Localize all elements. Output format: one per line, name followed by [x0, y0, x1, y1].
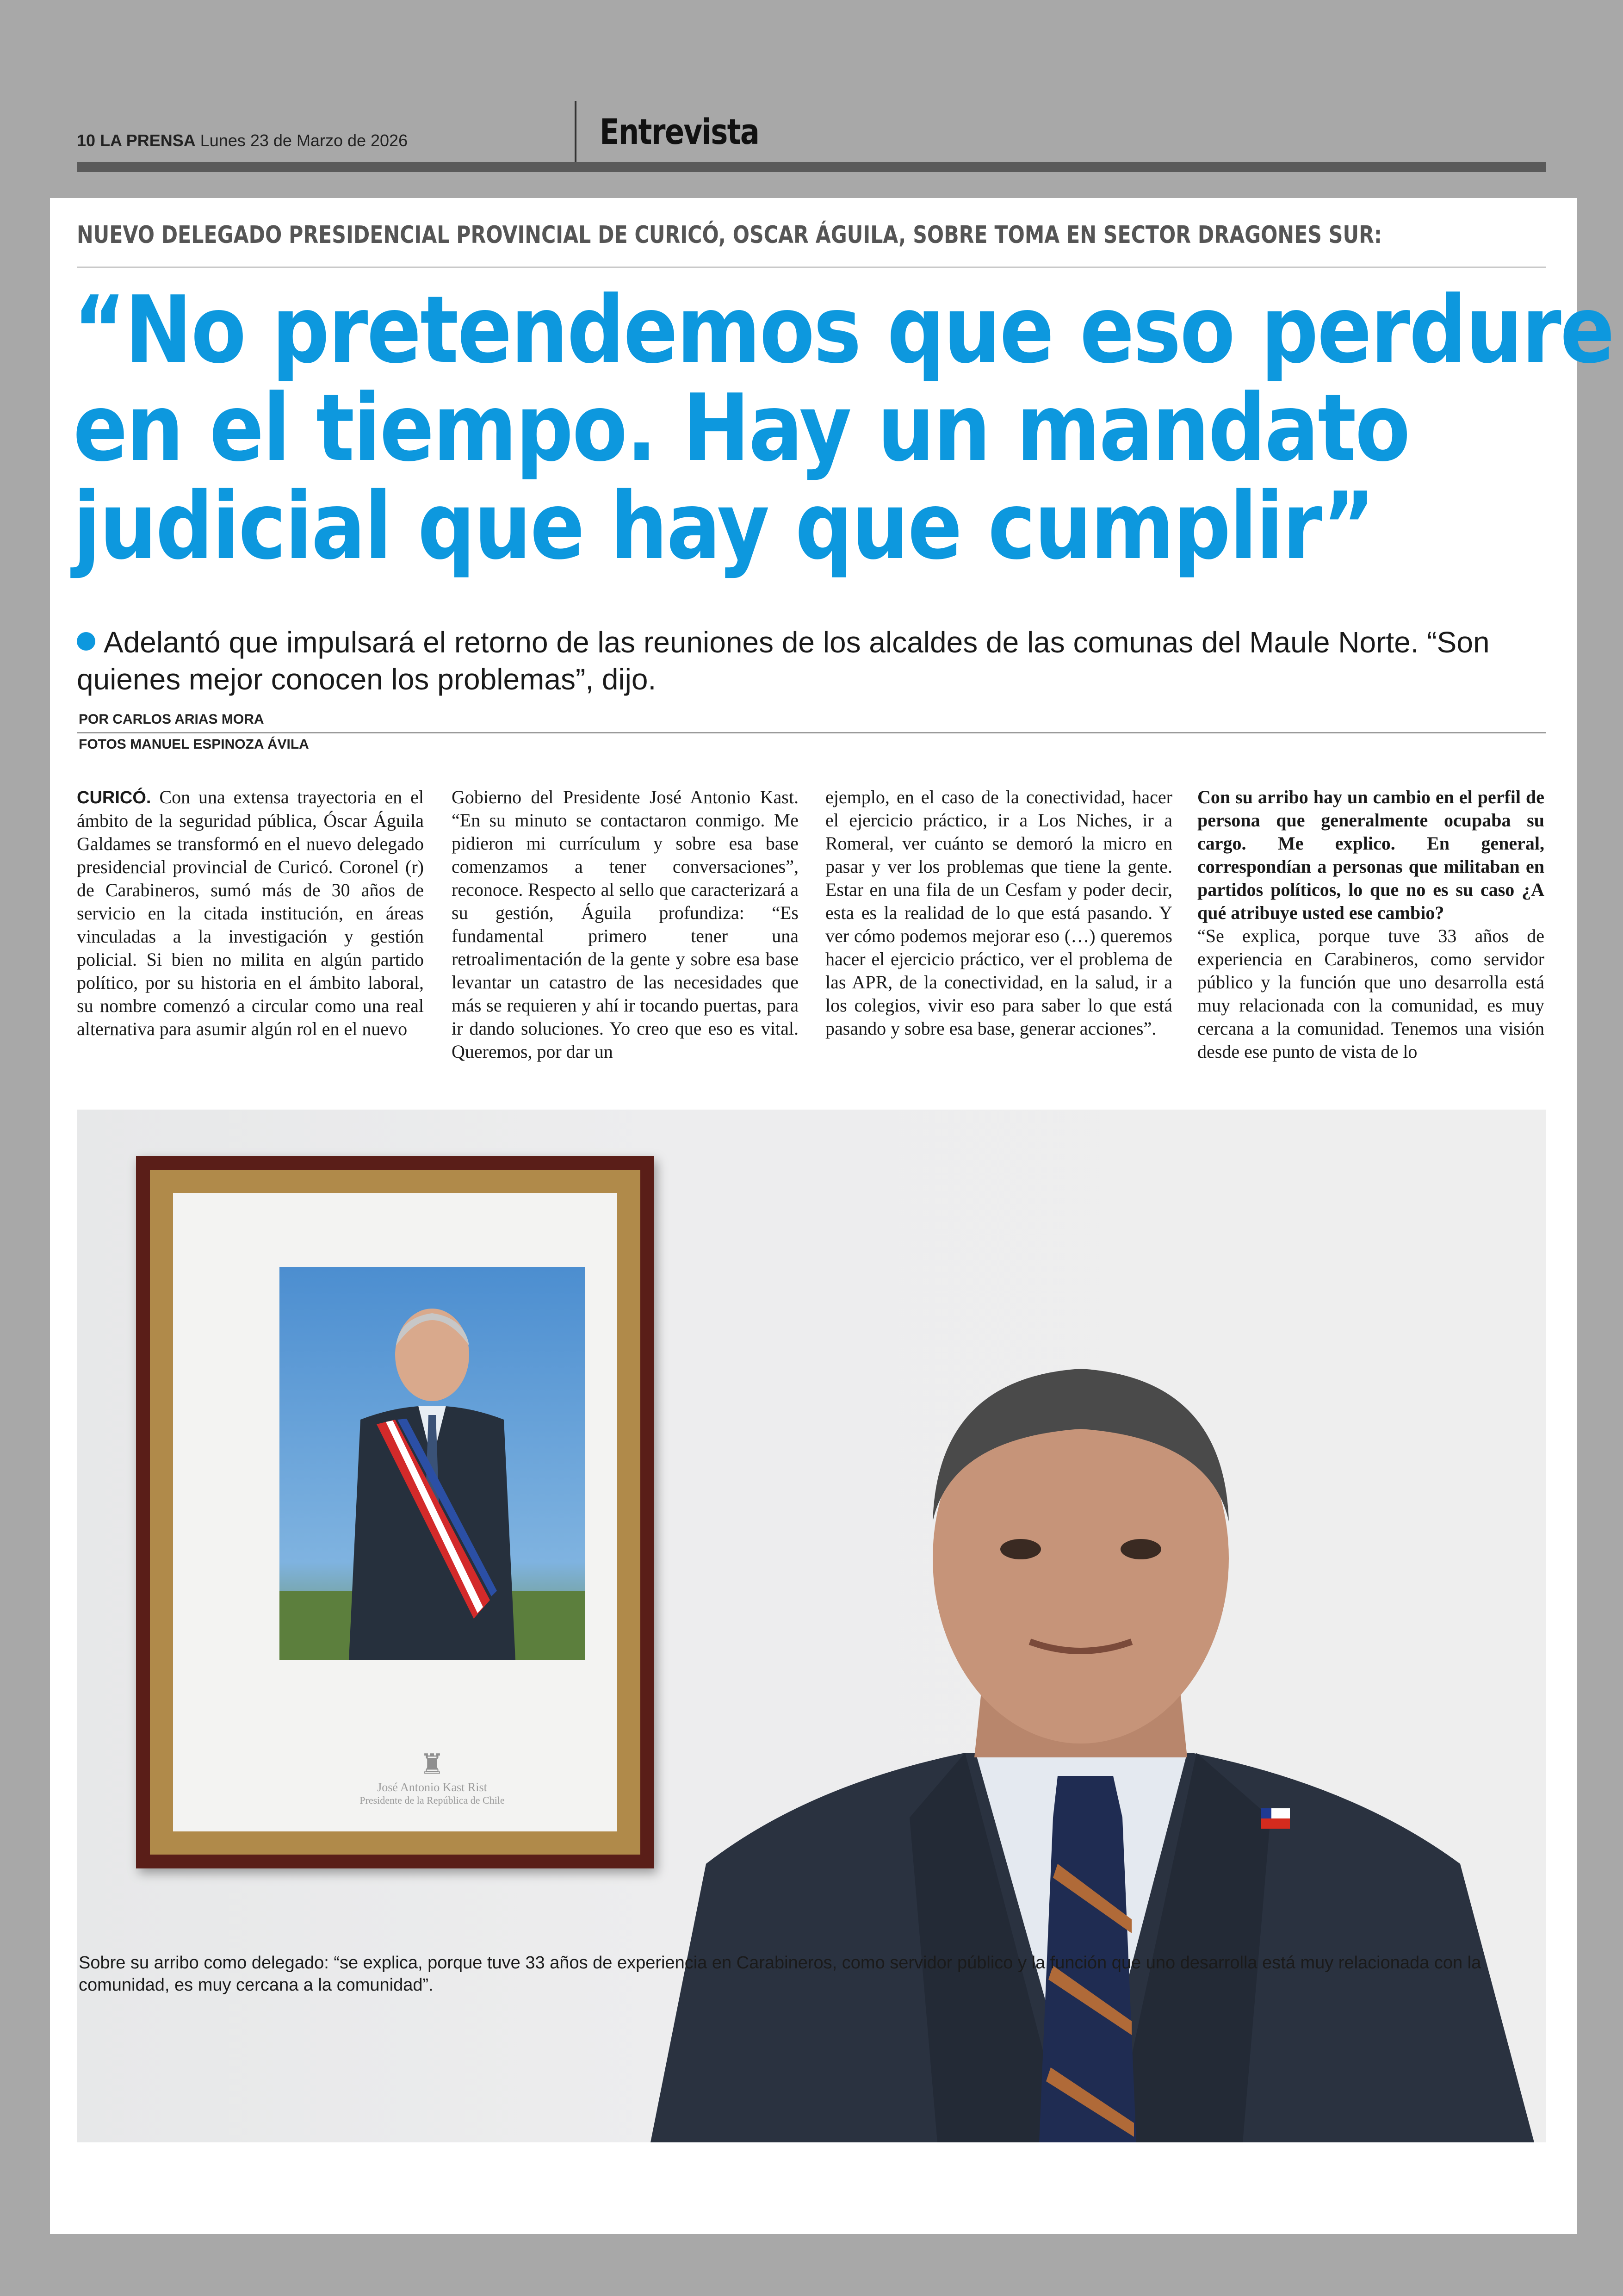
issue-date: Lunes 23 de Marzo de 2026: [200, 131, 408, 150]
header-divider: [575, 101, 576, 162]
byline-rule: [77, 732, 1546, 733]
column-text: Gobierno del Presidente José Antonio Kast. “En su minuto se contactaron conmigo. Me pidieron mi currículum y sobre esa base comenzamos a tener conversaciones”, reconoce. Respecto al sello que caracterizará a su gestión, Águila profundiza: “Es fundamental primero tener una retroalimentación de la gente y sobre esa base levantar un catastro de las necesidades que más se requieren y ahí ir tocando puertas, para ir dando soluciones. Yo creo que eso es vital. Queremos, por dar un: [452, 787, 799, 1062]
article-lede: [77, 624, 1548, 698]
page-number: 10: [77, 131, 96, 150]
byline-photos: FOTOS MANUEL ESPINOZA ÁVILA: [79, 737, 309, 752]
byline-author: POR CARLOS ARIAS MORA: [79, 712, 264, 727]
body-column-2: [452, 786, 799, 1063]
header-rule: [77, 162, 1546, 172]
bullet-dot-icon: [77, 632, 95, 651]
interview-answer: “Se explica, porque tuve 33 años de experiencia en Carabineros, como servidor público y la función que uno desarrolla está muy relacionada con la comunidad, es muy cercana a la comunidad. Tenemos una visión desde ese punto de vista de lo: [1197, 925, 1544, 1062]
body-column-1: [77, 786, 424, 1041]
delegate-portrait-image: [613, 1262, 1546, 2142]
newspaper-name: LA PRENSA: [100, 131, 196, 150]
lede-text: Adelantó que impulsará el retorno de las reuniones de los alcaldes de las comunas del Maule Norte. “Son quienes mejor conocen los problemas”, dijo.: [77, 626, 1490, 696]
article-kicker: NUEVO DELEGADO PRESIDENCIAL PROVINCIAL DE CURICÓ, OSCAR ÁGUILA, SOBRE TOMA EN SECTOR DRAGONES SUR:: [77, 221, 1382, 249]
framed-portrait: [136, 1156, 654, 1868]
page-header-info: [77, 131, 408, 150]
photo-caption: Sobre su arribo como delegado: “se explica, porque tuve 33 años de experiencia en Carabineros, como servidor público y la función que uno desarrolla está muy relacionada con la comunidad, es muy cercana a la comunidad”.: [79, 1953, 1481, 1995]
headline: [73, 276, 1614, 580]
headline-line: judicial que hay que cumplir”: [73, 472, 1374, 580]
body-column-3: [825, 786, 1172, 1040]
portrait-nameplate: [284, 1748, 580, 1806]
kicker-rule: [77, 267, 1546, 268]
headline-line: “No pretendemos que eso perdure: [73, 276, 1614, 384]
coat-of-arms-icon: ♜: [420, 1749, 445, 1780]
portrait-name: José Antonio Kast Rist: [377, 1781, 487, 1794]
section-title: Entrevista: [600, 111, 759, 152]
article-page: [50, 198, 1614, 2234]
interview-question: Con su arribo hay un cambio en el perfil de persona que generalmente ocupaba su cargo. Me explico. En general, correspondían a personas que militaban en partidos políticos, lo que no es su caso ¿A qué atribuye usted ese cambio?: [1197, 787, 1544, 923]
dateline: CURICÓ.: [77, 788, 151, 807]
body-column-4: [1197, 786, 1544, 1063]
presidential-portrait-image: [279, 1267, 585, 1660]
column-text: Con una extensa trayectoria en el ámbito de la seguridad pública, Óscar Águila Galdames se transformó en el nuevo delegado presidencial provincial de Curicó. Coronel (r) de Carabineros, sumó más de 30 años de servicio en la citada institución, en áreas vinculadas a la investigación y gestión policial. Si bien no milita en algún partido político, por su historia en el ámbito laboral, su nombre comenzó a circular como una real alternativa para asumir algún rol en el nuevo: [77, 787, 424, 1039]
portrait-title: Presidente de la República de Chile: [359, 1794, 505, 1806]
headline-line: en el tiempo. Hay un mandato: [73, 374, 1409, 482]
column-text: ejemplo, en el caso de la conectividad, hacer el ejercicio práctico, ir a Los Niches, ir a Romeral, ver cuánto se demoró la micro en pasar y ver los problemas que tiene la gente. Estar en una fila de un Cesfam y poder decir, esta es la realidad de lo que está pasando. Y ver cómo podemos mejorar eso (…) queremos hacer el ejercicio práctico, ver el problema de las APR, de la conectividad, en la salud, ir a los colegios, vivir eso para saber lo que está pasando y sobre esa base, generar acciones”.: [825, 787, 1172, 1039]
